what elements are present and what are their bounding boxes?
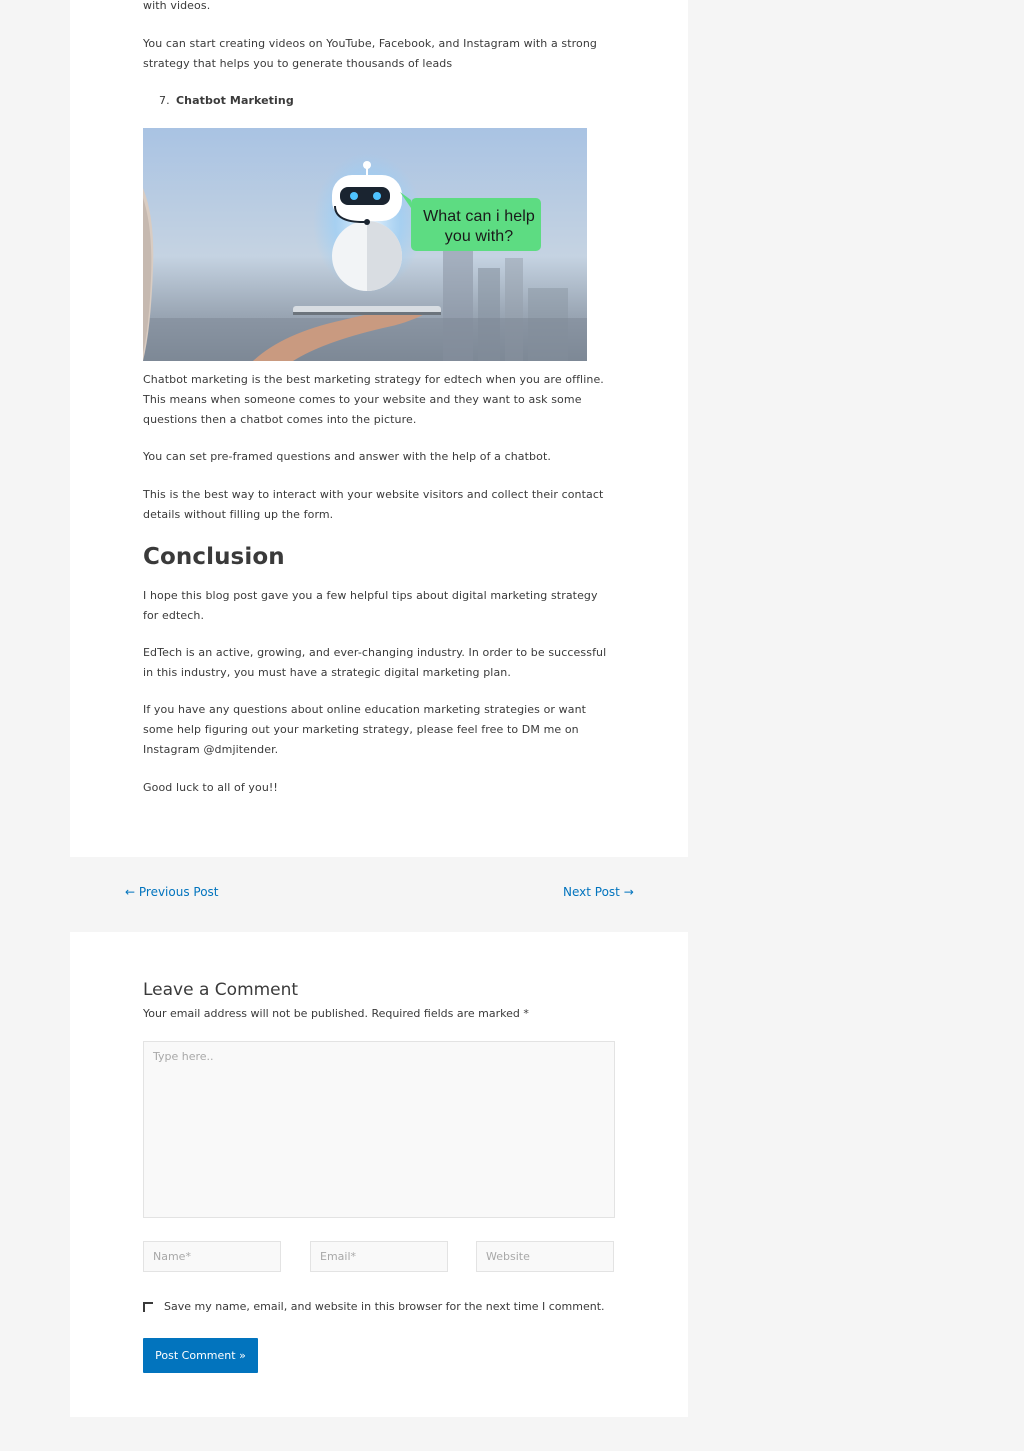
list-item-number: 7. <box>159 94 170 107</box>
paragraph: Chatbot marketing is the best marketing strategy for edtech when you are offline. This means when someone comes to your website and they want to ask some questions then a chatbot comes into the picture. <box>143 373 604 426</box>
email-input[interactable] <box>310 1241 448 1272</box>
paragraph: If you have any questions about online education marketing strategies or want some help figuring out your marketing strategy, please feel free to DM me on Instagram @dmjitender. <box>143 703 587 756</box>
post-comment-button[interactable]: Post Comment » <box>143 1338 258 1373</box>
previous-post-link[interactable]: ← Previous Post <box>125 885 219 899</box>
paragraph: You can set pre-framed questions and answer with the help of a chatbot. <box>143 450 551 463</box>
paragraph: I hope this blog post gave you a few helpful tips about digital marketing strategy for edtech. <box>143 589 598 622</box>
chatbot-hero-image <box>143 128 587 361</box>
chatbot-bubble-line1: What can i help <box>423 208 535 225</box>
post-navigation <box>70 857 688 932</box>
comment-notes: Your email address will not be published. Required fields are marked * <box>143 1007 529 1020</box>
website-input[interactable] <box>476 1241 614 1272</box>
chatbot-bubble-line2: you with? <box>444 228 514 245</box>
next-post-link[interactable]: Next Post → <box>563 885 634 899</box>
list-item-title: Chatbot Marketing <box>176 94 294 107</box>
comments-title: Leave a Comment <box>143 980 299 1000</box>
comment-textarea[interactable] <box>143 1041 615 1218</box>
cookie-consent-label[interactable]: Save my name, email, and website in this browser for the next time I comment. <box>164 1300 605 1313</box>
paragraph: This is the best way to interact with your website visitors and collect their contact details without filling up the form. <box>143 488 604 521</box>
paragraph: EdTech is an active, growing, and ever-changing industry. In order to be successful in this industry, you must have a strategic digital marketing plan. <box>143 646 607 679</box>
article-body <box>70 0 688 857</box>
paragraph: with videos. <box>143 0 211 12</box>
comment-section <box>70 932 688 1417</box>
paragraph: You can start creating videos on YouTube, Facebook, and Instagram with a strong strategy that helps you to generate thousands of leads <box>143 37 597 70</box>
list-item-chatbot-marketing <box>159 91 294 111</box>
cookie-consent-checkbox[interactable] <box>143 1302 153 1312</box>
name-input[interactable] <box>143 1241 281 1272</box>
paragraph: Good luck to all of you!! <box>143 781 278 794</box>
conclusion-heading: Conclusion <box>143 544 285 570</box>
